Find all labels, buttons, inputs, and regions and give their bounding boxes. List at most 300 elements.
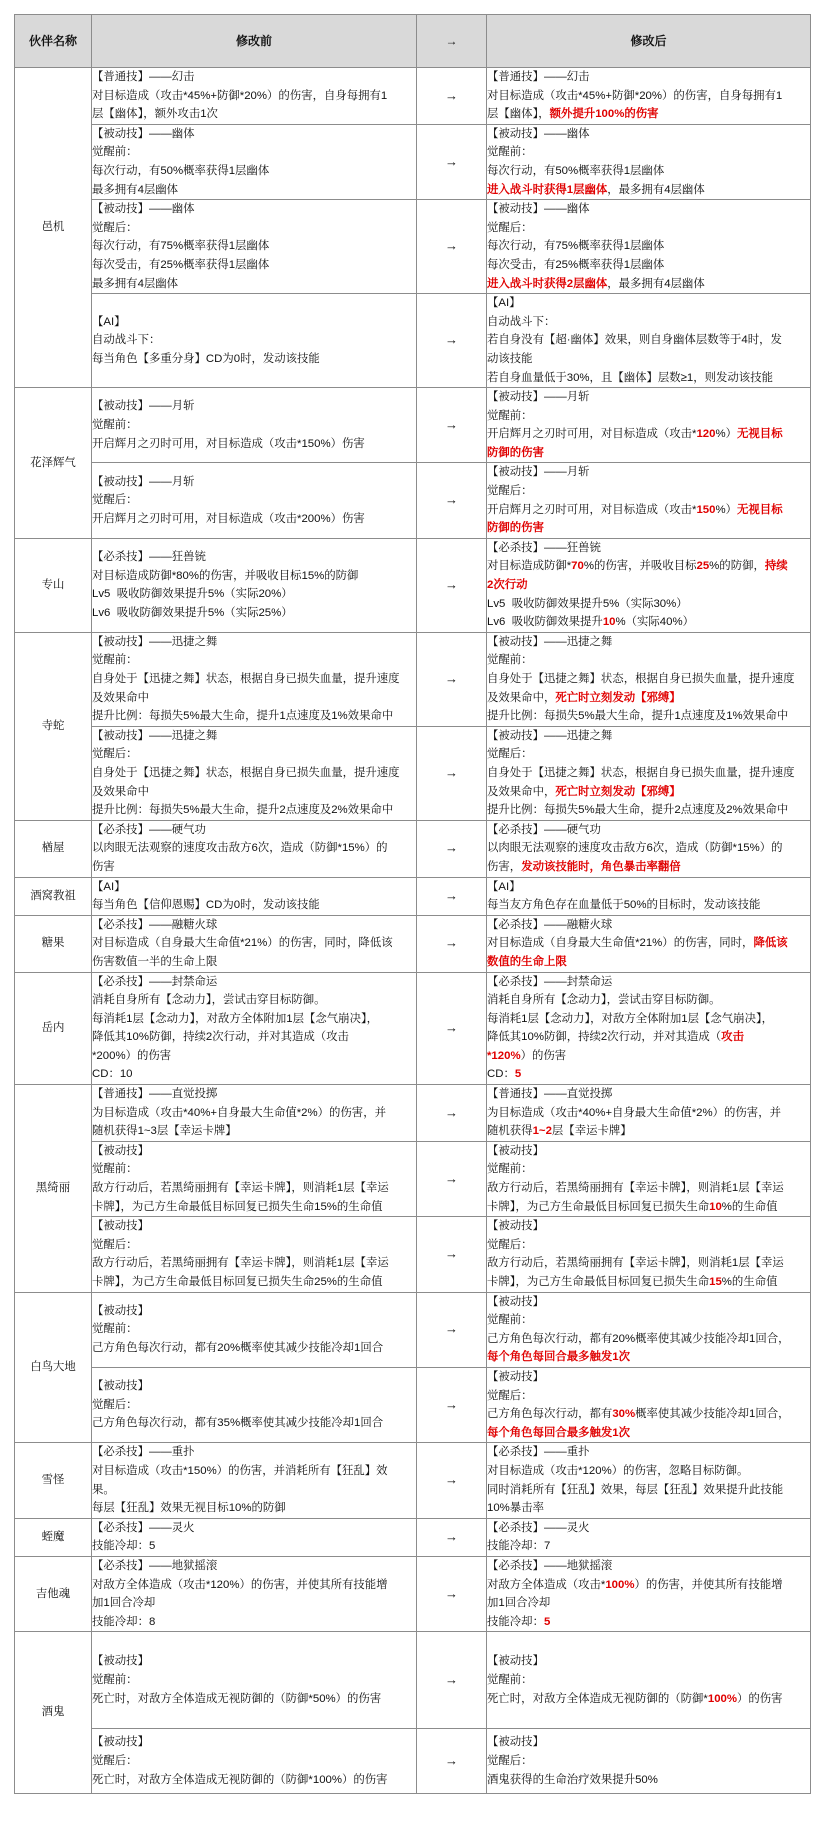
text-segment: %的伤害，并吸收目标 xyxy=(583,560,697,573)
text-segment: 【必杀技】——硬气功 xyxy=(487,823,601,836)
text-line xyxy=(92,1179,416,1198)
text-segment: 【被动技】 xyxy=(487,1295,544,1308)
text-line xyxy=(92,162,416,181)
text-segment: 伤害数值一半的生命上限 xyxy=(92,955,218,968)
text-segment: 【被动技】——迅捷之舞 xyxy=(92,729,218,742)
changed-text: *120% xyxy=(487,1049,521,1062)
text-line xyxy=(487,689,810,708)
text-segment: 随机获得 xyxy=(487,1125,533,1138)
changed-text: 死亡时立刻发动【邪缚】 xyxy=(555,691,681,704)
text-segment: 为目标造成（攻击*40%+自身最大生命值*2%）的伤害，并 xyxy=(487,1106,781,1119)
text-segment: 【被动技】——迅捷之舞 xyxy=(487,635,613,648)
text-line xyxy=(487,87,810,106)
text-segment: %的生命值 xyxy=(721,1276,778,1288)
changed-text: 1~2 xyxy=(532,1125,552,1138)
header-before: 修改前 xyxy=(92,15,417,68)
text-segment: 加1回合冷却 xyxy=(92,1597,156,1610)
text-segment: 层【幽体】， xyxy=(487,108,550,121)
text-line xyxy=(92,821,416,840)
text-line xyxy=(92,1537,416,1556)
text-line xyxy=(92,1339,416,1358)
text-segment: 卡牌】，为己方生命最低目标回复已损失生命 xyxy=(487,1276,710,1288)
text-line xyxy=(92,689,416,708)
text-line xyxy=(487,1499,810,1518)
table-row xyxy=(15,200,811,294)
text-segment: 自身处于【迅捷之舞】状态，根据自身已损失血量，提升速度 xyxy=(92,673,400,685)
text-line xyxy=(92,1771,416,1790)
arrow-icon: → xyxy=(417,68,487,125)
table-row xyxy=(15,972,811,1085)
arrow-icon: → xyxy=(417,632,487,726)
changed-text: 每个角色每回合最多触发1次 xyxy=(487,1426,631,1439)
partner-name: 酒窝教祖 xyxy=(15,877,92,915)
text-segment: 每消耗1层【念动力】，对敌方全体附加1层【念气崩决】， xyxy=(487,1012,774,1025)
text-segment: 觉醒前： xyxy=(487,409,533,422)
text-line xyxy=(487,1368,810,1387)
text-segment: 【必杀技】——封禁命运 xyxy=(92,975,218,988)
text-line xyxy=(487,801,810,820)
after-cell xyxy=(487,877,811,915)
text-segment: CD：10 xyxy=(92,1068,133,1081)
text-line xyxy=(92,651,416,670)
text-segment: 动该技能 xyxy=(487,352,533,365)
text-segment: 觉醒后： xyxy=(487,221,533,234)
text-segment: 以肉眼无法观察的速度攻击敌方6次，造成（防御*15%）的 xyxy=(92,842,388,855)
changed-text: 无视目标 xyxy=(737,503,783,516)
text-line xyxy=(92,1122,416,1141)
arrow-icon: → xyxy=(417,124,487,199)
table-row xyxy=(15,68,811,125)
text-line xyxy=(92,973,416,992)
text-segment: 【被动技】 xyxy=(92,1304,149,1317)
text-line xyxy=(487,878,810,897)
text-line xyxy=(92,181,416,200)
text-line xyxy=(487,1217,810,1236)
text-line xyxy=(487,200,810,219)
text-segment: 酒鬼获得的生命治疗效果提升50% xyxy=(487,1773,658,1786)
text-segment: 提升比例：每损失5%最大生命，提升2点速度及2%效果命中 xyxy=(487,804,789,817)
partner-name: 岳内 xyxy=(15,972,92,1085)
arrow-icon: → xyxy=(417,294,487,388)
table-row xyxy=(15,726,811,820)
text-segment: 对目标造成（攻击*120%）的伤害，忽略目标防御。 xyxy=(487,1464,749,1477)
text-line xyxy=(92,953,416,972)
text-segment: 对目标造成（攻击*45%+防御*20%）的伤害，自身每拥有1 xyxy=(487,89,783,102)
text-segment: 若自身血量低于30%，且【幽体】层数≥1，则发动该技能 xyxy=(487,371,773,384)
text-line xyxy=(487,670,810,689)
partner-name: 花泽辉气 xyxy=(15,388,92,539)
text-line xyxy=(487,237,810,256)
text-line xyxy=(487,105,810,124)
text-line xyxy=(487,1594,810,1613)
table-row xyxy=(15,915,811,972)
text-line xyxy=(487,651,810,670)
text-segment: 【被动技】 xyxy=(92,1655,149,1668)
text-line xyxy=(487,764,810,783)
text-segment: 自动战斗下： xyxy=(92,334,161,347)
changed-text: 数值的生命上限 xyxy=(487,955,567,968)
changed-text: 防御的伤害 xyxy=(487,522,544,535)
before-cell xyxy=(92,1367,417,1442)
text-line xyxy=(487,256,810,275)
text-line xyxy=(92,1396,416,1415)
after-cell xyxy=(487,1085,811,1142)
text-line xyxy=(487,1085,810,1104)
text-line xyxy=(92,125,416,144)
text-line xyxy=(487,1752,810,1771)
text-line xyxy=(92,1652,416,1671)
text-segment: 每层【狂乱】效果无视目标10%的防御 xyxy=(92,1502,286,1515)
before-cell xyxy=(92,820,417,877)
text-line xyxy=(92,878,416,897)
text-segment: 敌方行动后，若黑绮丽拥有【幸运卡牌】，则消耗1层【幸运 xyxy=(487,1257,784,1270)
text-segment: 每次受击，有25%概率获得1层幽体 xyxy=(92,258,270,271)
text-line xyxy=(92,1752,416,1771)
text-line xyxy=(487,595,810,614)
text-segment: %（实际40%） xyxy=(615,616,694,629)
text-line xyxy=(92,1414,416,1433)
text-segment: %） xyxy=(715,428,738,441)
text-line xyxy=(92,1085,416,1104)
after-cell xyxy=(487,388,811,463)
text-line xyxy=(92,1377,416,1396)
text-segment: 【普通技】——直觉投掷 xyxy=(487,1088,613,1101)
text-segment: 伤害 xyxy=(92,860,115,873)
text-segment: 觉醒后： xyxy=(92,1754,138,1767)
text-segment: 开启辉月之刃时可用，对目标造成（攻击*200%）伤害 xyxy=(92,512,365,525)
changed-text: 2次行动 xyxy=(487,579,528,592)
text-line xyxy=(92,1254,416,1273)
text-line xyxy=(487,613,810,632)
text-line xyxy=(487,369,810,388)
text-segment: 同时消耗所有【狂乱】效果，每层【狂乱】效果提升此技能 xyxy=(487,1483,784,1496)
text-segment: 死亡时，对敌方全体造成无视防御的（防御* xyxy=(487,1692,708,1705)
changed-text: 15 xyxy=(709,1276,722,1288)
text-segment: 觉醒前： xyxy=(487,1314,533,1327)
partner-name: 糖果 xyxy=(15,915,92,972)
after-cell xyxy=(487,68,811,125)
changed-text: 进入战斗时获得2层幽体 xyxy=(487,277,608,290)
partner-name: 黑绮丽 xyxy=(15,1085,92,1293)
text-line xyxy=(487,633,810,652)
text-segment: 消耗自身所有【念动力】，尝试击穿目标防御。 xyxy=(92,994,326,1007)
text-line xyxy=(487,313,810,332)
text-line xyxy=(487,407,810,426)
text-segment: 每次行动，有75%概率获得1层幽体 xyxy=(487,240,665,253)
text-segment: 消耗自身所有【念动力】，尝试击穿目标防御。 xyxy=(487,994,721,1007)
text-line xyxy=(487,1443,810,1462)
text-line xyxy=(487,1652,810,1671)
text-line xyxy=(92,1519,416,1538)
table-row xyxy=(15,877,811,915)
text-line xyxy=(92,1499,416,1518)
text-line xyxy=(92,1065,416,1084)
table-row xyxy=(15,1518,811,1556)
after-cell xyxy=(487,726,811,820)
text-segment: 【必杀技】——灵火 xyxy=(487,1521,590,1534)
text-segment: 敌方行动后，若黑绮丽拥有【幸运卡牌】，则消耗1层【幸运 xyxy=(92,1257,389,1270)
text-segment: *200%）的伤害 xyxy=(92,1049,172,1062)
partner-name: 白鸟大地 xyxy=(15,1292,92,1443)
arrow-icon: → xyxy=(417,1292,487,1367)
after-cell xyxy=(487,972,811,1085)
text-line xyxy=(92,727,416,746)
text-segment: 【AI】 xyxy=(92,315,126,328)
text-segment: 【被动技】——幽体 xyxy=(92,127,195,140)
text-line xyxy=(92,1576,416,1595)
arrow-icon: → xyxy=(417,726,487,820)
text-line xyxy=(92,1690,416,1709)
text-line xyxy=(92,1320,416,1339)
text-line xyxy=(487,896,810,915)
before-cell xyxy=(92,726,417,820)
text-segment: CD： xyxy=(487,1068,515,1081)
text-segment: 每次受击，有25%概率获得1层幽体 xyxy=(487,258,665,271)
changed-text: 发动该技能时，角色暴击率翻倍 xyxy=(521,860,681,873)
text-segment: 提升比例：每损失5%最大生命，提升1点速度及1%效果命中 xyxy=(487,710,789,723)
text-segment: 10%暴击率 xyxy=(487,1502,544,1515)
changed-text: 进入战斗时获得1层幽体 xyxy=(487,183,608,196)
text-line xyxy=(487,1576,810,1595)
text-segment: 觉醒后： xyxy=(92,1398,138,1411)
text-line xyxy=(487,1537,810,1556)
text-segment: 【被动技】 xyxy=(92,1736,149,1749)
text-segment: 觉醒后： xyxy=(92,494,138,507)
text-segment: 【普通技】——直觉投掷 xyxy=(92,1088,218,1101)
text-segment: 概率使其减少技能冷却1回合， xyxy=(635,1408,790,1421)
before-cell xyxy=(92,632,417,726)
text-line xyxy=(487,991,810,1010)
partner-name: 酒鬼 xyxy=(15,1632,92,1794)
after-cell xyxy=(487,1518,811,1556)
before-cell xyxy=(92,1217,417,1292)
changed-text: 25 xyxy=(696,560,710,573)
text-segment: ，最多拥有4层幽体 xyxy=(607,277,705,290)
text-segment: 自身处于【迅捷之舞】状态，根据自身已损失血量，提升速度 xyxy=(487,673,795,685)
text-segment: 【AI】 xyxy=(92,880,126,893)
changed-text: 30% xyxy=(612,1408,636,1421)
text-segment: 【必杀技】——融糖火球 xyxy=(487,918,613,931)
table-row xyxy=(15,632,811,726)
text-line xyxy=(92,473,416,492)
changed-text: 死亡时立刻发动【邪缚】 xyxy=(555,785,681,798)
changed-text: 无视目标 xyxy=(737,428,783,441)
arrow-icon: → xyxy=(417,1443,487,1518)
before-cell xyxy=(92,200,417,294)
after-cell xyxy=(487,124,811,199)
before-cell xyxy=(92,1556,417,1631)
text-line xyxy=(487,463,810,482)
text-line xyxy=(92,1557,416,1576)
text-segment: 果。 xyxy=(92,1483,115,1496)
arrow-icon: → xyxy=(417,1518,487,1556)
text-line xyxy=(92,991,416,1010)
arrow-icon: → xyxy=(417,820,487,877)
text-line xyxy=(92,1613,416,1632)
after-cell xyxy=(487,632,811,726)
text-segment: 以肉眼无法观察的速度攻击敌方6次，造成（防御*15%）的 xyxy=(487,842,783,855)
header-arrow: → xyxy=(417,15,487,68)
text-line xyxy=(487,1690,810,1709)
before-cell xyxy=(92,1141,417,1216)
text-line xyxy=(92,801,416,820)
text-line xyxy=(92,1594,416,1613)
text-segment: 觉醒后： xyxy=(92,221,138,234)
text-segment: 【普通技】——幻击 xyxy=(487,71,590,83)
before-cell xyxy=(92,124,417,199)
text-line xyxy=(487,783,810,802)
text-segment: 觉醒后： xyxy=(487,1238,533,1251)
text-segment: 死亡时，对敌方全体造成无视防御的（防御*50%）的伤害 xyxy=(92,1692,382,1705)
text-line xyxy=(92,200,416,219)
text-segment: 每当角色【信仰恩赐】CD为0时，发动该技能 xyxy=(92,899,320,912)
text-line xyxy=(92,1443,416,1462)
text-line xyxy=(487,444,810,463)
before-cell xyxy=(92,1443,417,1518)
changed-text: 100% xyxy=(605,1578,635,1591)
text-line xyxy=(92,745,416,764)
arrow-icon: → xyxy=(417,538,487,632)
text-line xyxy=(487,1104,810,1123)
before-cell xyxy=(92,294,417,388)
text-segment: 敌方行动后，若黑绮丽拥有【幸运卡牌】，则消耗1层【幸运 xyxy=(92,1182,389,1195)
text-line xyxy=(487,1771,810,1790)
changed-text: 150 xyxy=(696,503,716,516)
after-cell xyxy=(487,1292,811,1367)
text-line xyxy=(92,1047,416,1066)
text-line xyxy=(487,1293,810,1312)
changes-table xyxy=(14,14,811,1794)
text-line xyxy=(92,783,416,802)
text-line xyxy=(92,1010,416,1029)
text-line xyxy=(92,858,416,877)
after-cell xyxy=(487,538,811,632)
text-segment: %的防御， xyxy=(709,560,765,573)
text-line xyxy=(487,953,810,972)
text-line xyxy=(487,1330,810,1349)
text-segment: 【必杀技】——重扑 xyxy=(487,1446,590,1459)
text-segment: 己方角色每次行动，都有20%概率使其减少技能冷却1回合， xyxy=(487,1332,790,1345)
text-line xyxy=(487,1311,810,1330)
text-line xyxy=(92,1104,416,1123)
text-line xyxy=(92,633,416,652)
text-segment: 每消耗1层【念动力】，对敌方全体附加1层【念气崩决】， xyxy=(92,1012,379,1025)
before-cell xyxy=(92,1085,417,1142)
table-row xyxy=(15,1729,811,1794)
text-line xyxy=(487,219,810,238)
text-segment: 觉醒前： xyxy=(92,1323,138,1336)
text-segment: 觉醒后： xyxy=(487,748,533,761)
text-line xyxy=(487,934,810,953)
arrow-icon: → xyxy=(417,200,487,294)
changed-text: 5 xyxy=(543,1615,551,1628)
text-line xyxy=(92,435,416,454)
before-cell xyxy=(92,388,417,463)
text-segment: 自动战斗下： xyxy=(487,315,556,328)
text-line xyxy=(487,331,810,350)
text-segment: 【被动技】 xyxy=(487,1144,544,1157)
partner-name: 楢屋 xyxy=(15,820,92,877)
text-segment: 最多拥有4层幽体 xyxy=(92,183,179,196)
table-row xyxy=(15,820,811,877)
text-line xyxy=(487,1142,810,1161)
text-segment: 【必杀技】——灵火 xyxy=(92,1521,195,1534)
text-line xyxy=(487,1481,810,1500)
text-segment: 对目标造成防御*80%的伤害，并吸收目标15%的防御 xyxy=(92,569,359,582)
text-line xyxy=(487,519,810,538)
text-line xyxy=(92,1733,416,1752)
text-segment: 觉醒后： xyxy=(487,1754,533,1767)
text-segment: 加1回合冷却 xyxy=(487,1597,551,1610)
text-segment: 伤害， xyxy=(487,860,522,873)
before-cell xyxy=(92,1632,417,1729)
text-line xyxy=(92,1028,416,1047)
before-cell xyxy=(92,1292,417,1367)
after-cell xyxy=(487,1729,811,1794)
changed-text: 10 xyxy=(602,616,616,629)
text-line xyxy=(487,1424,810,1443)
text-line xyxy=(92,1462,416,1481)
text-segment: 【必杀技】——地狱摇滚 xyxy=(92,1559,218,1572)
text-line xyxy=(487,1405,810,1424)
arrow-icon: → xyxy=(417,1141,487,1216)
text-line xyxy=(92,1217,416,1236)
text-segment: 及效果命中， xyxy=(487,785,556,798)
header-after: 修改后 xyxy=(487,15,811,68)
table-row xyxy=(15,1085,811,1142)
text-line xyxy=(92,670,416,689)
text-line xyxy=(487,1557,810,1576)
text-segment: 提升比例：每损失5%最大生命，提升1点速度及1%效果命中 xyxy=(92,710,394,723)
text-line xyxy=(92,87,416,106)
arrow-icon: → xyxy=(417,915,487,972)
text-line xyxy=(487,1198,810,1217)
after-cell xyxy=(487,820,811,877)
changed-text: 额外提升100%的伤害 xyxy=(549,108,659,121)
after-cell xyxy=(487,1443,811,1518)
text-segment: 每当角色【多重分身】CD为0时，发动该技能 xyxy=(92,352,320,365)
after-cell xyxy=(487,294,811,388)
text-segment: 【被动技】——幽体 xyxy=(92,203,195,216)
text-line xyxy=(487,294,810,313)
text-segment: 层【幽体】，额外攻击1次 xyxy=(92,108,218,121)
table-row xyxy=(15,1141,811,1216)
text-line xyxy=(92,510,416,529)
after-cell xyxy=(487,200,811,294)
before-cell xyxy=(92,463,417,538)
text-line xyxy=(487,1387,810,1406)
text-line xyxy=(92,331,416,350)
text-segment: 对目标造成（自身最大生命值*21%）的伤害，同时，降低该 xyxy=(92,937,393,950)
after-cell xyxy=(487,1141,811,1216)
text-segment: ，最多拥有4层幽体 xyxy=(607,183,705,196)
text-line xyxy=(92,934,416,953)
after-cell xyxy=(487,1217,811,1292)
text-segment: ）的伤害，并使其所有技能增 xyxy=(634,1578,783,1591)
text-segment: 【被动技】——迅捷之舞 xyxy=(487,729,613,742)
text-line xyxy=(92,604,416,623)
text-line xyxy=(487,1671,810,1690)
partner-name: 邑机 xyxy=(15,68,92,388)
text-line xyxy=(487,1065,810,1084)
text-segment: 【被动技】 xyxy=(487,1736,544,1749)
after-cell xyxy=(487,1632,811,1729)
text-line xyxy=(92,916,416,935)
table-row xyxy=(15,463,811,538)
changed-text: 降低该 xyxy=(753,937,788,950)
text-line xyxy=(487,1236,810,1255)
before-cell xyxy=(92,972,417,1085)
